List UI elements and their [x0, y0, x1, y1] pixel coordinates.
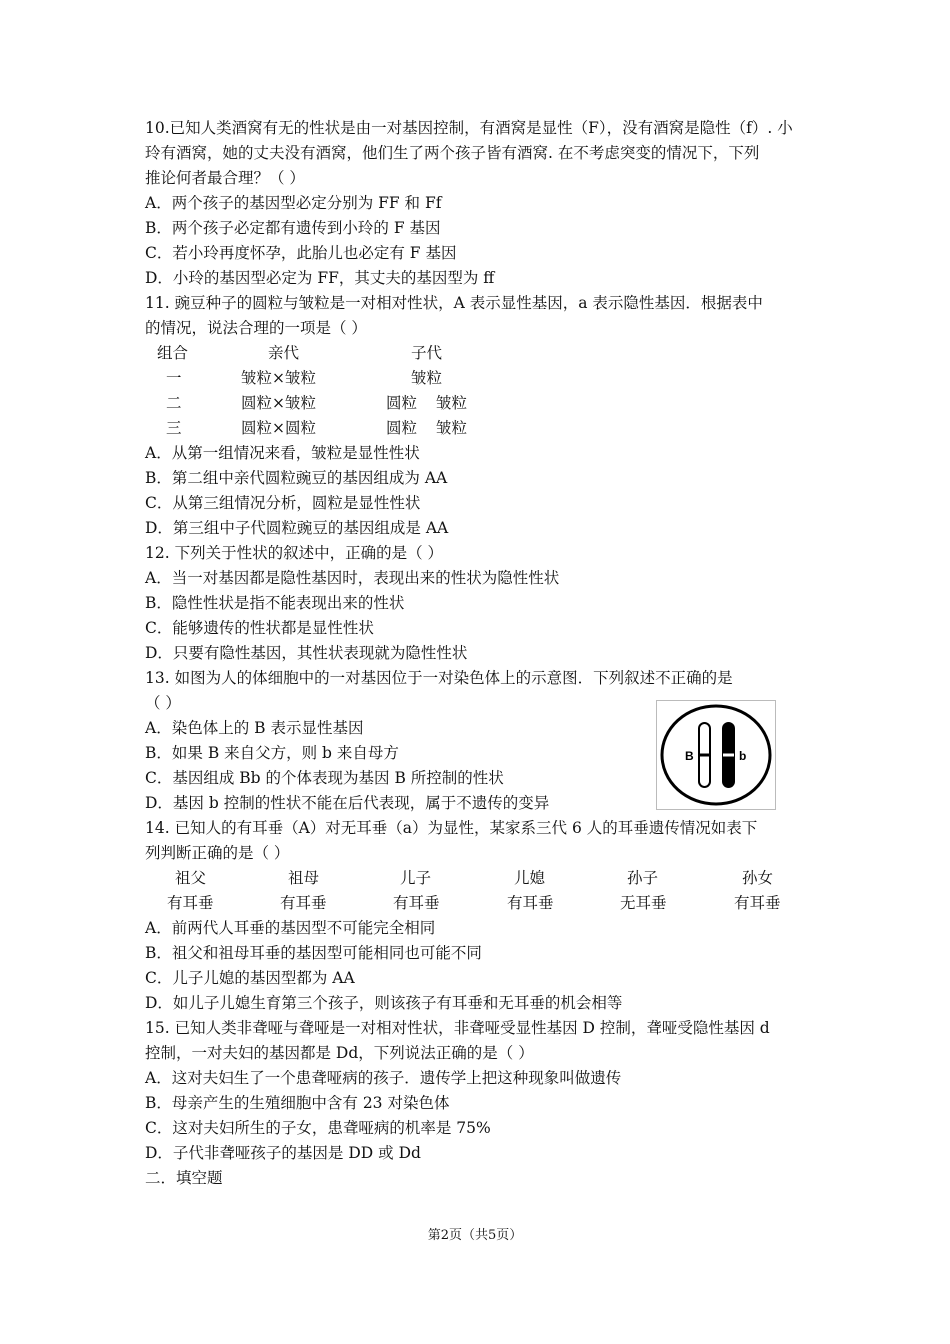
- q14-trait-2: 有耳垂: [280, 894, 327, 912]
- q13-option-a: A．染色体上的 B 表示显性基因: [145, 719, 364, 737]
- q12-option-c: C．能够遗传的性状都是显性性状: [145, 619, 374, 637]
- q11-row-1-child-1: 皱粒: [411, 369, 443, 387]
- q14-member-1: 祖父: [175, 869, 207, 887]
- gene-label-b-upper: B: [685, 749, 694, 763]
- q12-option-b: B．隐性性状是指不能表现出来的性状: [145, 594, 405, 612]
- q11-header-parent: 亲代: [268, 344, 300, 362]
- q11-header-group: 组合: [157, 344, 189, 362]
- q15-stem-line-2: 控制，一对夫妇的基因都是 Dd，下列说法正确的是（ ）: [145, 1044, 534, 1062]
- q11-row-3-child-2: 皱粒: [436, 419, 468, 437]
- q14-member-6: 孙女: [742, 869, 774, 887]
- q12-option-a: A．当一对基因都是隐性基因时，表现出来的性状为隐性性状: [145, 569, 560, 587]
- q13-option-d: D．基因 b 控制的性状不能在后代表现，属于不遗传的变异: [145, 794, 550, 812]
- q14-trait-3: 有耳垂: [393, 894, 440, 912]
- cell-outline: [662, 706, 770, 804]
- q11-row-1-group: 一: [166, 369, 182, 387]
- q10-stem-line-2: 玲有酒窝，她的丈夫没有酒窝，他们生了两个孩子皆有酒窝. 在不考虑突变的情况下，下列: [145, 144, 760, 162]
- q14-option-a: A．前两代人耳垂的基因型不可能完全相同: [145, 919, 436, 937]
- q10-option-a: A．两个孩子的基因型必定分别为 FF 和 Ff: [145, 194, 442, 212]
- q11-row-2-child-1: 圆粒: [386, 394, 418, 412]
- q14-member-5: 孙子: [627, 869, 659, 887]
- q15-option-a: A．这对夫妇生了一个患聋哑病的孩子．遗传学上把这种现象叫做遗传: [145, 1069, 622, 1087]
- q11-header-child: 子代: [411, 344, 443, 362]
- q13-stem-line-2: （ ）: [145, 694, 181, 712]
- page-footer: 第2页（共5页）: [427, 1228, 523, 1243]
- q11-row-3-group: 三: [166, 419, 182, 437]
- q14-member-4: 儿媳: [514, 869, 546, 887]
- q11-option-c: C．从第三组情况分析，圆粒是显性性状: [145, 494, 421, 512]
- q11-row-2-group: 二: [166, 394, 182, 412]
- q10-option-c: C．若小玲再度怀孕，此胎儿也必定有 F 基因: [145, 244, 457, 262]
- gene-label-b-lower: b: [739, 749, 747, 763]
- q14-trait-6: 有耳垂: [734, 894, 781, 912]
- q15-option-b: B．母亲产生的生殖细胞中含有 23 对染色体: [145, 1094, 450, 1112]
- section-heading-fill-in: 二．填空题: [145, 1169, 223, 1187]
- q14-trait-5: 无耳垂: [620, 894, 667, 912]
- q11-row-2-parent: 圆粒×皱粒: [241, 394, 316, 412]
- q14-member-3: 儿子: [400, 869, 432, 887]
- q10-option-d: D．小玲的基因型必定为 FF，其丈夫的基因型为 ff: [145, 269, 495, 287]
- q11-row-2-child-2: 皱粒: [436, 394, 468, 412]
- q14-member-2: 祖母: [288, 869, 320, 887]
- q11-row-1-parent: 皱粒×皱粒: [241, 369, 316, 387]
- q14-trait-4: 有耳垂: [507, 894, 554, 912]
- q15-option-c: C．这对夫妇所生的子女，患聋哑病的机率是 75%: [145, 1119, 491, 1137]
- q11-option-a: A．从第一组情况来看，皱粒是显性性状: [145, 444, 420, 462]
- q12-stem: 12. 下列关于性状的叙述中，正确的是（ ）: [145, 544, 444, 562]
- q10-option-b: B．两个孩子必定都有遗传到小玲的 F 基因: [145, 219, 441, 237]
- q14-option-d: D．如儿子儿媳生育第三个孩子，则该孩子有耳垂和无耳垂的机会相等: [145, 994, 623, 1012]
- q13-option-b: B．如果 B 来自父方，则 b 来自母方: [145, 744, 399, 762]
- q14-option-b: B．祖父和祖母耳垂的基因型可能相同也可能不同: [145, 944, 482, 962]
- q12-option-d: D．只要有隐性基因，其性状表现就为隐性性状: [145, 644, 468, 662]
- q11-stem-line-2: 的情况，说法合理的一项是（ ）: [145, 319, 367, 337]
- q13-stem-line-1: 13. 如图为人的体细胞中的一对基因位于一对染色体上的示意图．下列叙述不正确的是: [145, 669, 733, 687]
- q15-option-d: D．子代非聋哑孩子的基因是 DD 或 Dd: [145, 1144, 421, 1162]
- q14-stem-line-1: 14. 已知人的有耳垂（A）对无耳垂（a）为显性，某家系三代 6 人的耳垂遗传情况如表下: [145, 819, 758, 837]
- q14-stem-line-2: 列判断正确的是（ ）: [145, 844, 290, 862]
- q11-option-d: D．第三组中子代圆粒豌豆的基因组成是 AA: [145, 519, 449, 537]
- q14-option-c: C．儿子儿媳的基因型都为 AA: [145, 969, 355, 987]
- q11-stem-line-1: 11. 豌豆种子的圆粒与皱粒是一对相对性状，A 表示显性基因，a 表示隐性基因．根据表中: [145, 294, 763, 312]
- q14-trait-1: 有耳垂: [167, 894, 214, 912]
- q13-option-c: C．基因组成 Bb 的个体表现为基因 B 所控制的性状: [145, 769, 504, 787]
- chromosome-figure: [656, 700, 776, 810]
- q10-stem-line-3: 推论何者最合理？（ ）: [145, 169, 305, 187]
- q11-option-b: B．第二组中亲代圆粒豌豆的基因组成为 AA: [145, 469, 448, 487]
- q11-row-3-parent: 圆粒×圆粒: [241, 419, 316, 437]
- q11-row-3-child-1: 圆粒: [386, 419, 418, 437]
- q10-stem-line-1: 10.已知人类酒窝有无的性状是由一对基因控制，有酒窝是显性（F），没有酒窝是隐性（f）. 小: [145, 119, 793, 137]
- q15-stem-line-1: 15. 已知人类非聋哑与聋哑是一对相对性状，非聋哑受显性基因 D 控制，聋哑受隐性基因 d: [145, 1019, 770, 1037]
- chromosome-diagram: [657, 701, 775, 809]
